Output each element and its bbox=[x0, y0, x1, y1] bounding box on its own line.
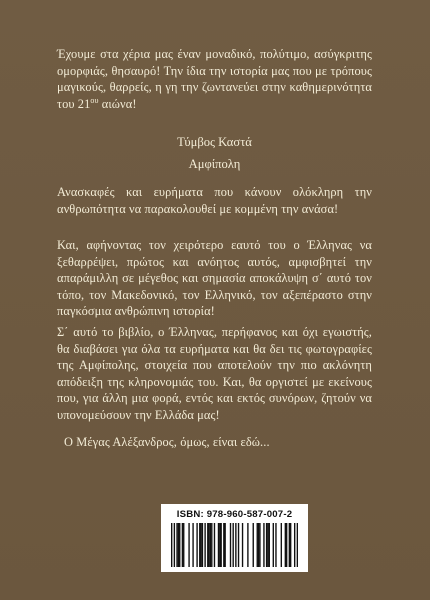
barcode-bar bbox=[219, 523, 220, 567]
barcode-bar bbox=[199, 523, 200, 567]
barcode-icon bbox=[171, 523, 298, 567]
barcode-bar bbox=[286, 523, 287, 567]
barcode-bar bbox=[179, 523, 180, 567]
barcode-bar bbox=[289, 523, 290, 567]
barcode-bar bbox=[214, 523, 215, 567]
barcode-bar bbox=[182, 523, 183, 567]
barcode-bar bbox=[275, 523, 276, 567]
barcode-bar bbox=[211, 523, 212, 567]
barcode-bar bbox=[208, 523, 209, 567]
isbn-barcode-box bbox=[161, 504, 308, 572]
barcode-bar bbox=[273, 523, 274, 567]
barcode-bar bbox=[266, 523, 267, 567]
barcode-bar bbox=[294, 523, 295, 567]
barcode-bar bbox=[183, 523, 184, 567]
barcode-bar bbox=[242, 523, 243, 567]
barcode-bar bbox=[230, 523, 231, 567]
isbn-label: ISBN: 978-960-587-007-2 bbox=[176, 509, 293, 520]
barcode-bar bbox=[281, 523, 282, 567]
barcode-bar bbox=[238, 523, 239, 567]
barcode-bar bbox=[204, 523, 205, 567]
doubt-paragraph: Και, αφήνοντας τον χειρότερο εαυτό του ο Έλληνας να ξεθαρρέψει, πρώτος και ανόητος αυτός, αμφισβητεί την απαράμιλλη σε μέγεθος και σημασία αποκάλυψη σ΄ αυτό τον τόπο, τον Μακεδονικό, τον Ελληνικό, τον αξεπέραστο στην παγκόσμια ανθρώπινη ιστορία! bbox=[57, 238, 372, 319]
barcode-bar bbox=[192, 523, 193, 567]
barcode-bar bbox=[232, 523, 233, 567]
barcode-bar bbox=[202, 523, 203, 567]
barcode-bar bbox=[257, 523, 258, 567]
barcode-bar bbox=[253, 523, 254, 567]
barcode-bar bbox=[178, 523, 179, 567]
closing-line: Ο Μέγας Αλέξανδρος, όμως, είναι εδώ... bbox=[64, 435, 270, 449]
barcode-bar bbox=[285, 523, 286, 567]
barcode-bar bbox=[258, 523, 259, 567]
barcode-bar bbox=[223, 523, 224, 567]
intro-text-end: αιώνα! bbox=[98, 96, 137, 111]
barcode-bar bbox=[263, 523, 264, 567]
barcode-bar bbox=[235, 523, 236, 567]
intro-text: Έχουμε στα χέρια μας έναν μοναδικό, πολύτιμο, ασύγκριτης ομορφιάς, θησαυρό! Την ίδια την ιστορία μας που με τρόπους μαγικούς, θαρρείς, η γη την ζωντανεύει στην καθημερινότητα του 21 bbox=[57, 47, 372, 111]
barcode-bar bbox=[210, 523, 211, 567]
intro-paragraph bbox=[57, 46, 372, 112]
barcode-bar bbox=[200, 523, 201, 567]
barcode-bar bbox=[290, 523, 291, 567]
barcode-bar bbox=[188, 523, 189, 567]
barcode-bar bbox=[218, 523, 219, 567]
book-description-paragraph: Σ΄ αυτό το βιβλίο, ο Έλληνας, περήφανος και όχι εγωιστής, θα διαβάσει για όλα τα ευρήματα και θα δει τις φωτογραφίες της Αμφίπολης, στοιχεία που αποτελούν την πιο ακλόνητη απόδειξη της κληρονομιάς του. Και, θα οργιστεί με εκείνους που, για άλλη μια φορά, εντός και εκτός συνόρων, ζητούν να υπονομεύσουν την Ελλάδα μας! bbox=[57, 325, 372, 422]
barcode-bar bbox=[174, 523, 175, 567]
barcode-bar bbox=[224, 523, 225, 567]
barcode-bar bbox=[269, 523, 270, 567]
barcode-bar bbox=[247, 523, 248, 567]
barcode-bar bbox=[171, 523, 172, 567]
barcode-bar bbox=[297, 523, 298, 567]
century-ordinal-suffix: ου bbox=[90, 95, 99, 105]
barcode-bar bbox=[207, 523, 208, 567]
excavations-paragraph: Ανασκαφές και ευρήματα που κάνουν ολόκληρη την ανθρωπότητα να παρακολουθεί με κομμένη την ανάσα! bbox=[57, 185, 372, 216]
heading-amphipolis: Αμφίπολη bbox=[188, 157, 241, 171]
barcode-bar bbox=[220, 523, 221, 567]
barcode-bar bbox=[259, 523, 260, 567]
heading-tumulus: Τύμβος Καστά bbox=[177, 135, 252, 149]
barcode-bar bbox=[196, 523, 197, 567]
barcode-bar bbox=[267, 523, 268, 567]
barcode-bar bbox=[176, 523, 177, 567]
